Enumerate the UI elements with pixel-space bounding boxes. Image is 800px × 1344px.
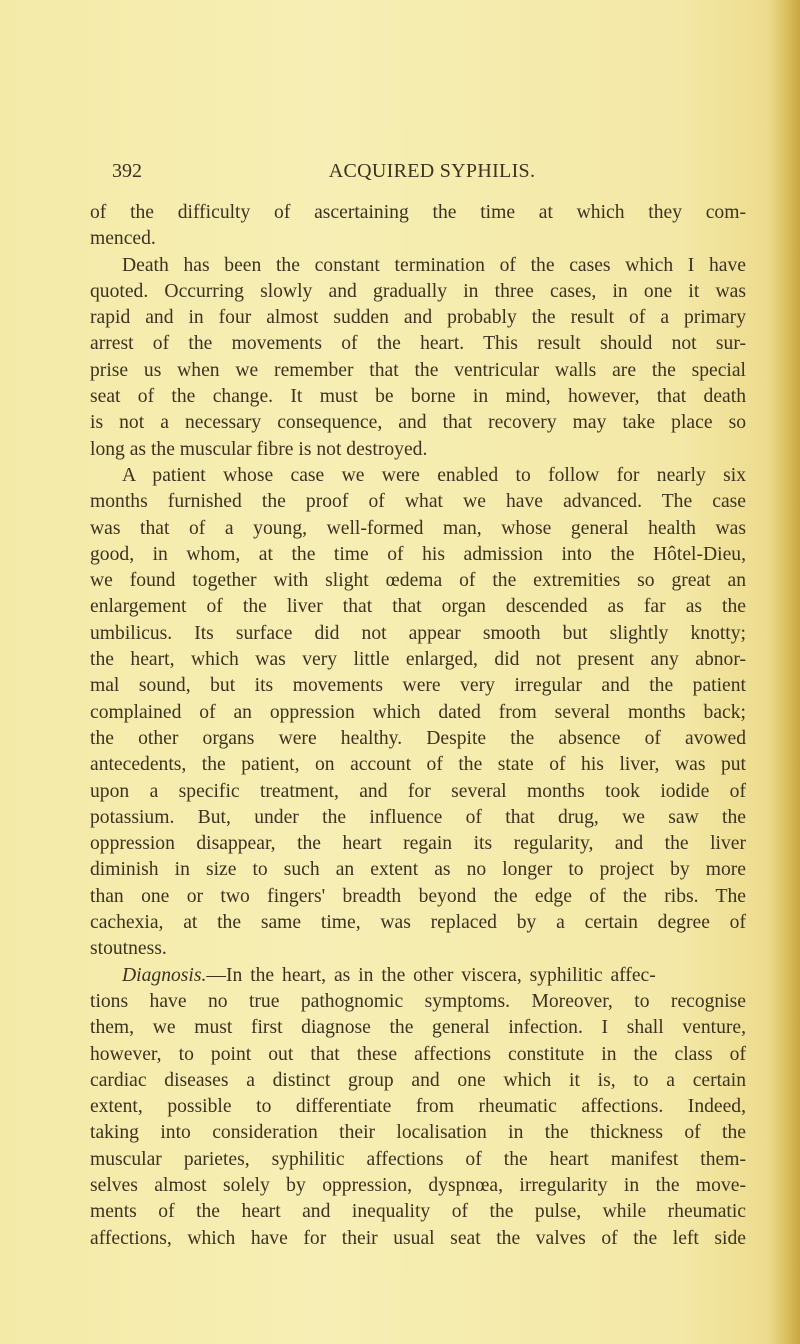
text-line: affections, which have for their usual seat the valves of the left side	[90, 1227, 746, 1249]
text-line: tions have no true pathognomic symptoms. Moreover, to recognise	[90, 990, 746, 1012]
text-line: than one or two fingers' breadth beyond the edge of the ribs. The	[90, 885, 746, 907]
text-line: muscular parietes, syphilitic affections of the heart manifest them-	[90, 1148, 746, 1170]
text-line: Death has been the constant termination of the cases which I have	[122, 254, 746, 276]
section-heading-italic: Diagnosis.	[122, 964, 207, 986]
text-line: we found together with slight œdema of the extremities so great an	[90, 570, 746, 592]
text-line: stoutness.	[90, 938, 167, 960]
text-line: mal sound, but its movements were very irregular and the patient	[90, 675, 746, 697]
text-line: arrest of the movements of the heart. This result should not sur-	[90, 333, 746, 355]
text-line: is not a necessary consequence, and that recovery may take place so	[90, 412, 746, 434]
running-title: ACQUIRED SYPHILIS.	[328, 160, 536, 182]
page-number: 392	[112, 160, 142, 182]
text-line: ments of the heart and inequality of the pulse, while rheumatic	[90, 1201, 746, 1223]
page-header	[112, 160, 752, 188]
text-line: menced.	[90, 228, 156, 250]
text-line: A patient whose case we were enabled to follow for nearly six	[122, 464, 746, 486]
text-line: potassium. But, under the influence of that drug, we saw the	[90, 806, 746, 828]
text-line: of the difficulty of ascertaining the time at which they com-	[90, 202, 746, 223]
text-line: quoted. Occurring slowly and gradually in three cases, in one it was	[90, 280, 746, 302]
text-line: however, to point out that these affections constitute in the class of	[90, 1043, 746, 1065]
body-text	[90, 200, 746, 1252]
text-line: rapid and in four almost sudden and probably the result of a primary	[90, 307, 746, 329]
text-line: cardiac diseases a distinct group and one which it is, to a certain	[90, 1069, 746, 1091]
text-line: complained of an oppression which dated from several months back;	[90, 701, 746, 723]
text-line: cachexia, at the same time, was replaced by a certain degree of	[90, 912, 746, 934]
text-line: umbilicus. Its surface did not appear smooth but slightly knotty;	[90, 622, 746, 644]
text-line: extent, possible to differentiate from rheumatic affections. Indeed,	[90, 1096, 746, 1118]
text-line-content: —In the heart, as in the other viscera, syphilitic affec-	[206, 964, 656, 986]
text-line: selves almost solely by oppression, dyspnœa, irregularity in the move-	[90, 1174, 746, 1196]
text-line: diminish in size to such an extent as no longer to project by more	[90, 859, 746, 881]
text-line: seat of the change. It must be borne in mind, however, that death	[90, 386, 746, 408]
text-line	[90, 963, 746, 989]
text-line: the other organs were healthy. Despite the absence of avowed	[90, 727, 746, 749]
text-line: taking into consideration their localisation in the thickness of the	[90, 1122, 746, 1144]
text-line: long as the muscular fibre is not destroyed.	[90, 438, 428, 460]
text-line: antecedents, the patient, on account of the state of his liver, was put	[90, 754, 746, 776]
text-line: prise us when we remember that the ventricular walls are the special	[90, 359, 746, 381]
text-line: was that of a young, well-formed man, whose general health was	[90, 517, 746, 539]
text-line: upon a specific treatment, and for several months took iodide of	[90, 780, 746, 802]
text-line: them, we must first diagnose the general infection. I shall venture,	[90, 1017, 746, 1039]
text-line: good, in whom, at the time of his admission into the Hôtel-Dieu,	[90, 543, 746, 565]
text-line: the heart, which was very little enlarged, did not present any abnor-	[90, 649, 746, 671]
text-line: months furnished the proof of what we have advanced. The case	[90, 491, 746, 513]
text-line: oppression disappear, the heart regain its regularity, and the liver	[90, 833, 746, 855]
text-line: enlargement of the liver that that organ descended as far as the	[90, 596, 746, 618]
